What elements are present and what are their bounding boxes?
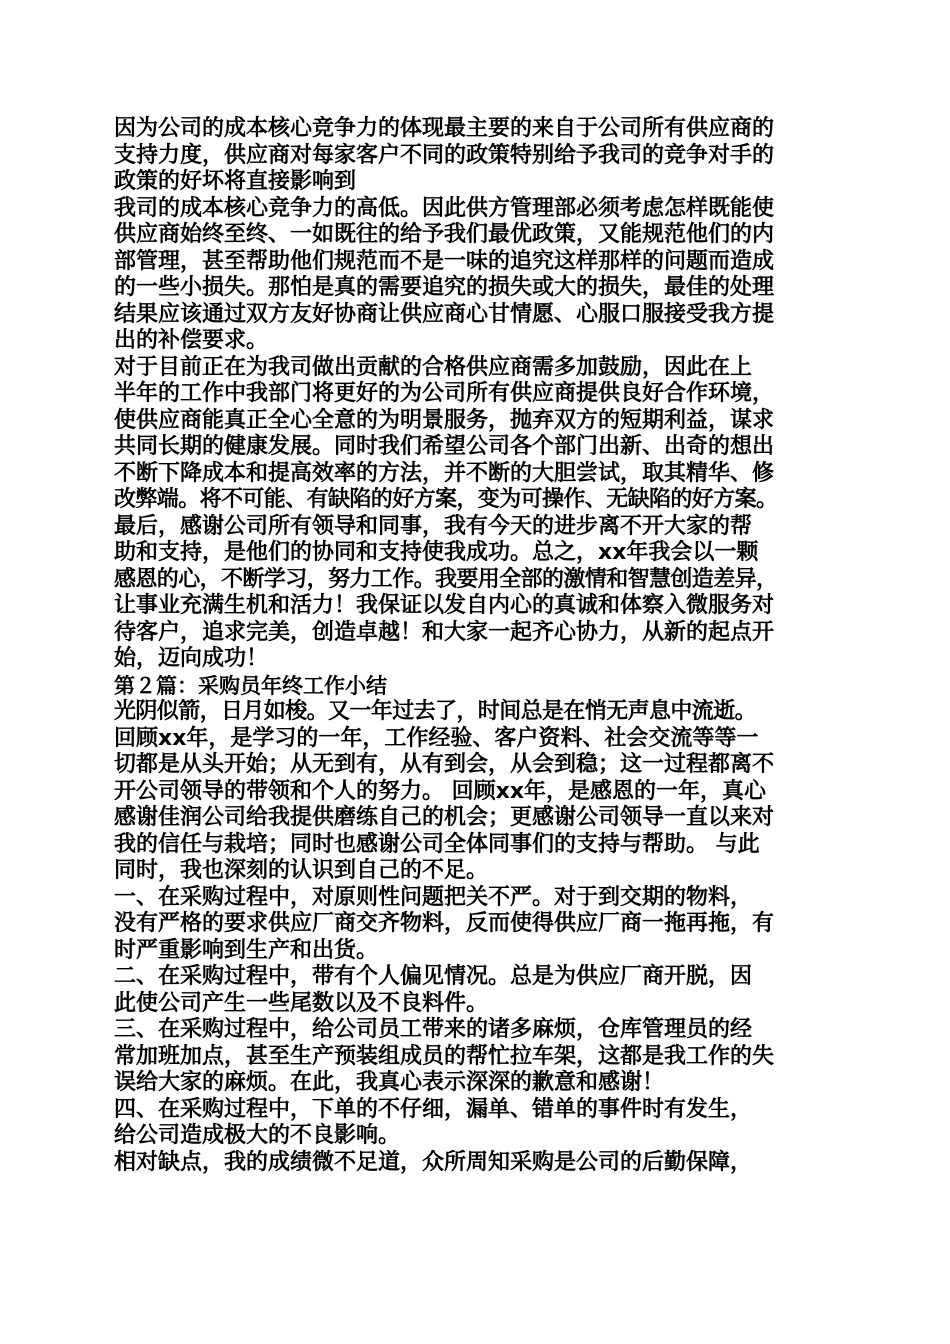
text-line: 半年的工作中我部门将更好的为公司所有供应商提供良好合作环境， bbox=[114, 381, 775, 406]
text-line: 供应商始终至终、一如既往的给予我们最优政策，又能规范他们的内 bbox=[114, 222, 775, 247]
text-line: 没有严格的要求供应厂商交齐物料，反而使得供应厂商一拖再拖，有 bbox=[114, 911, 775, 936]
text-line: 不断下降成本和提高效率的方法，并不断的大胆尝试，取其精华、修 bbox=[114, 460, 775, 486]
text-line: 感恩的心，不断学习，努力工作。我要用全部的激情和智慧创造差异， bbox=[114, 566, 778, 592]
text-line: 结果应该通过双方友好协商让供应商心甘情愿、心服口服接受我方提 bbox=[114, 301, 775, 327]
text-line: 出的补偿要求。 bbox=[114, 328, 269, 353]
text-line: 三、在采购过程中，给公司员工带来的诸多麻烦，仓库管理员的经 bbox=[114, 1017, 753, 1042]
text-line: 共同长期的健康发展。同时我们希望公司各个部门出新、出奇的想出 bbox=[114, 434, 775, 459]
text-line: 光阴似箭，日月如梭。又一年过去了，时间总是在悄无声息中流逝。 bbox=[114, 699, 757, 724]
text-line: 对于目前正在为我司做出贡献的合格供应商需多加鼓励，因此在上 bbox=[114, 354, 753, 380]
text-line: 感谢佳润公司给我提供磨练自己的机会；更感谢公司领导一直以来对 bbox=[114, 805, 775, 830]
text-line: 我的信任与栽培；同时也感谢公司全体同事们的支持与帮助。 与此 bbox=[114, 831, 760, 857]
text-line: 助和支持，是他们的协同和支持使我成功。总之，xx年我会以一颗 bbox=[114, 540, 759, 565]
text-line: 待客户，追求完美，创造卓越！和大家一起齐心协力，从新的起点开 bbox=[114, 619, 775, 645]
text-line: 改弊端。将不可能、有缺陷的好方案，变为可操作、无缺陷的好方案。 bbox=[114, 487, 778, 512]
text-line: 部管理，甚至帮助他们规范而不是一味的追究这样那样的问题而造成 bbox=[114, 248, 775, 274]
text-line: 相对缺点，我的成绩微不足道，众所周知采购是公司的后勤保障， bbox=[114, 1149, 753, 1175]
text-line: 此使公司产生一些尾数以及不良料件。 bbox=[114, 990, 489, 1016]
text-line: 我司的成本核心竞争力的高低。因此供方管理部必须考虑怎样既能使 bbox=[114, 195, 775, 221]
text-line: 开公司领导的带领和个人的努力。 回顾xx年，是感恩的一年，真心 bbox=[114, 778, 767, 804]
text-line: 始，迈向成功！ bbox=[114, 646, 269, 671]
text-line: 因为公司的成本核心竞争力的体现最主要的来自于公司所有供应商的 bbox=[114, 116, 775, 141]
text-line: 给公司造成极大的不良影响。 bbox=[114, 1123, 401, 1148]
text-line: 回顾xx年，是学习的一年，工作经验、客户资料、社会交流等等一 bbox=[114, 725, 759, 751]
text-line: 使供应商能真正全心全意的为明景服务，抛弃双方的短期利益，谋求 bbox=[114, 407, 775, 433]
text-line: 让事业充满生机和活力！我保证以发自内心的真诚和体察入微服务对 bbox=[114, 593, 775, 618]
text-line: 切都是从头开始；从无到有，从有到会，从会到稳；这一过程都离不 bbox=[114, 752, 775, 777]
text-line: 四、在采购过程中，下单的不仔细，漏单、错单的事件时有发生， bbox=[114, 1096, 753, 1122]
text-line: 支持力度，供应商对每家客户不同的政策特别给予我司的竞争对手的 bbox=[114, 142, 775, 168]
text-line: 一、在采购过程中，对原则性问题把关不严。对于到交期的物料， bbox=[114, 884, 753, 910]
text-line: 政策的好坏将直接影响到 bbox=[114, 169, 357, 194]
section-heading: 第２篇：采购员年终工作小结 bbox=[114, 673, 387, 698]
text-line: 误给大家的麻烦。在此，我真心表示深深的歉意和感谢！ bbox=[114, 1070, 665, 1095]
document-body bbox=[114, 116, 854, 1176]
text-line: 同时，我也深刻的认识到自己的不足。 bbox=[114, 858, 489, 883]
text-line: 的一些小损失。那怕是真的需要追究的损失或大的损失，最佳的处理 bbox=[114, 275, 775, 300]
text-line: 常加班加点，甚至生产预装组成员的帮忙拉车架，这都是我工作的失 bbox=[114, 1043, 775, 1069]
text-line: 时严重影响到生产和出货。 bbox=[114, 937, 379, 963]
text-line: 二、在采购过程中，带有个人偏见情况。总是为供应厂商开脱，因 bbox=[114, 964, 753, 989]
text-line: 最后，感谢公司所有领导和同事，我有今天的进步离不开大家的帮 bbox=[114, 513, 753, 539]
